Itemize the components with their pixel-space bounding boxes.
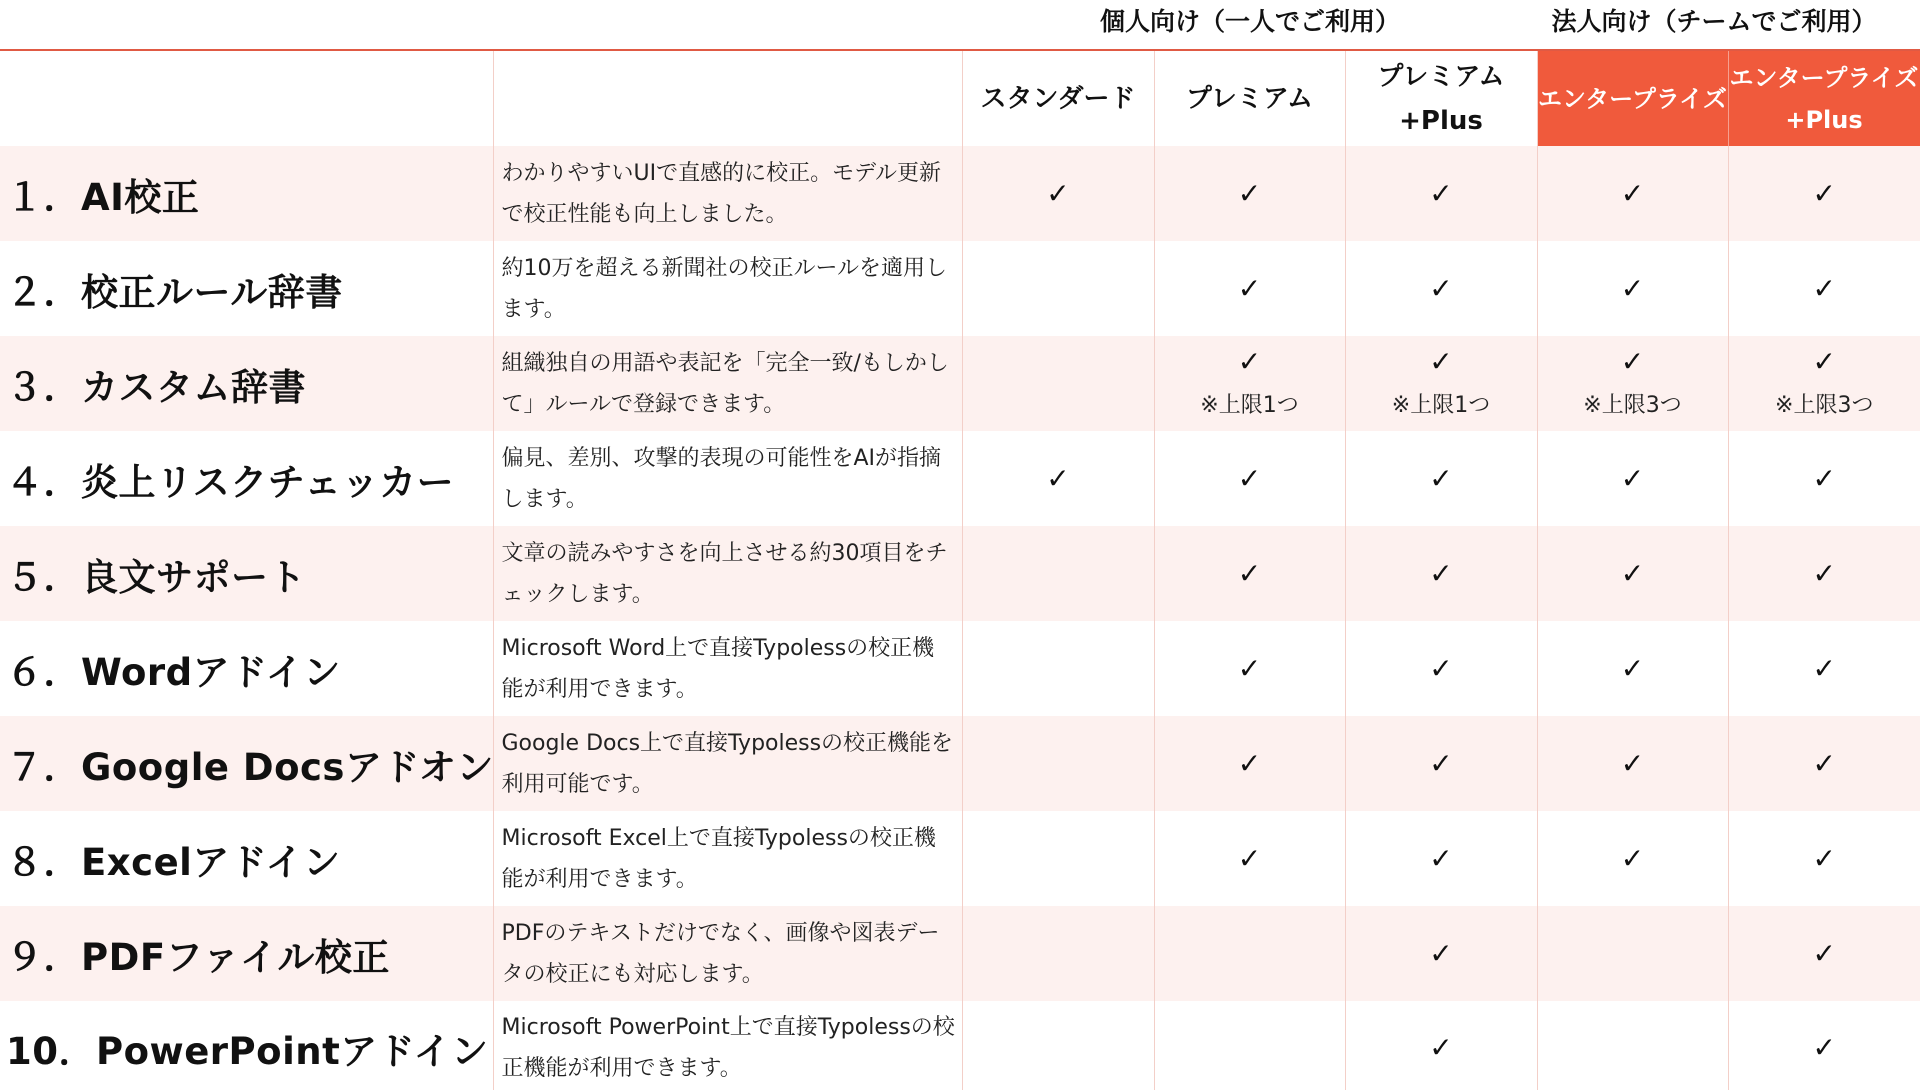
plan-suffix: +Plus xyxy=(1399,105,1483,136)
plan-availability-cell xyxy=(1537,431,1728,526)
check-icon: ✓ xyxy=(1429,344,1453,378)
plan-availability-cell xyxy=(962,621,1154,716)
feature-row xyxy=(0,716,1920,811)
plan-availability-cell xyxy=(1728,431,1920,526)
check-icon: ✓ xyxy=(1429,746,1453,780)
check-icon: ✓ xyxy=(1237,651,1262,685)
feature-name: ８．Excelアドイン xyxy=(0,811,493,906)
plan-availability-cell xyxy=(1728,1001,1920,1090)
plan-header-enterprise-plus xyxy=(1728,50,1920,146)
plan-availability-cell xyxy=(1345,526,1537,621)
plan-availability-cell xyxy=(1537,1001,1728,1090)
plan-header-enterprise xyxy=(1537,50,1728,146)
check-icon: ✓ xyxy=(1620,841,1645,875)
check-icon: ✓ xyxy=(1237,841,1262,875)
feature-row xyxy=(0,526,1920,621)
feature-row xyxy=(0,241,1920,336)
plan-availability-cell xyxy=(1728,146,1920,241)
plan-name: エンタープライズ xyxy=(1538,84,1727,113)
plan-header-row xyxy=(0,50,1920,146)
check-icon: ✓ xyxy=(1429,1031,1453,1064)
check-icon: ✓ xyxy=(1237,461,1262,495)
check-icon: ✓ xyxy=(1812,461,1836,495)
plan-availability-cell xyxy=(1345,906,1537,1001)
check-icon: ✓ xyxy=(1812,841,1836,875)
check-icon: ✓ xyxy=(1237,746,1262,780)
plan-availability-cell xyxy=(1728,241,1920,336)
feature-name: ５．良文サポート xyxy=(0,526,493,621)
plan-availability-cell xyxy=(1537,146,1728,241)
feature-name: ９．PDFファイル校正 xyxy=(0,906,493,1001)
plan-availability-cell xyxy=(1154,621,1345,716)
plan-availability-cell xyxy=(1345,621,1537,716)
plan-name: スタンダード xyxy=(980,83,1136,114)
limit-note: ※上限1つ xyxy=(1200,392,1299,418)
plan-availability-cell xyxy=(1345,811,1537,906)
feature-name: １．AI校正 xyxy=(0,146,493,241)
check-icon: ✓ xyxy=(1812,746,1836,780)
feature-name: ２．校正ルール辞書 xyxy=(0,241,493,336)
check-icon: ✓ xyxy=(1429,461,1453,495)
feature-name: ７．Google Docsアドオン xyxy=(0,716,493,811)
plan-availability-cell xyxy=(1154,146,1345,241)
plan-name: プレミアム xyxy=(1185,83,1314,114)
description-column-header xyxy=(493,50,962,146)
plan-availability-cell xyxy=(962,906,1154,1001)
check-icon: ✓ xyxy=(1812,176,1836,210)
check-icon: ✓ xyxy=(1620,271,1645,305)
check-icon: ✓ xyxy=(1429,176,1453,210)
plan-availability-cell xyxy=(1728,906,1920,1001)
plan-availability-cell xyxy=(1537,716,1728,811)
plan-availability-cell xyxy=(1345,146,1537,241)
feature-comparison-table xyxy=(0,49,1920,1090)
feature-description: 偏見、差別、攻撃的表現の可能性をAIが指摘します。 xyxy=(493,431,962,526)
check-icon: ✓ xyxy=(1620,344,1645,378)
plan-suffix: +Plus xyxy=(1785,105,1863,134)
plan-availability-cell xyxy=(962,146,1154,241)
feature-description: Microsoft PowerPoint上で直接Typolessの校正機能が利用できます。 xyxy=(493,1001,962,1090)
feature-row xyxy=(0,1001,1920,1090)
plan-availability-cell xyxy=(962,241,1154,336)
feature-description: 文章の読みやすさを向上させる約30項目をチェックします。 xyxy=(493,526,962,621)
feature-row xyxy=(0,431,1920,526)
feature-description: PDFのテキストだけでなく、画像や図表データの校正にも対応します。 xyxy=(493,906,962,1001)
check-icon: ✓ xyxy=(1429,556,1453,590)
plan-availability-cell xyxy=(962,811,1154,906)
feature-description: Microsoft Word上で直接Typolessの校正機能が利用できます。 xyxy=(493,621,962,716)
feature-description: わかりやすいUIで直感的に校正。モデル更新で校正性能も向上しました。 xyxy=(493,146,962,241)
feature-column-header xyxy=(0,50,493,146)
plan-availability-cell xyxy=(962,716,1154,811)
plan-availability-cell xyxy=(1537,906,1728,1001)
check-icon: ✓ xyxy=(1237,556,1262,590)
check-icon: ✓ xyxy=(1046,461,1070,495)
limit-note: ※上限1つ xyxy=(1391,392,1491,418)
plan-group-header-row xyxy=(0,0,1920,50)
check-icon: ✓ xyxy=(1620,556,1645,590)
plan-availability-cell xyxy=(1537,811,1728,906)
plan-availability-cell xyxy=(962,336,1154,431)
plan-availability-cell xyxy=(1154,716,1345,811)
plan-availability-cell xyxy=(1345,241,1537,336)
plan-availability-cell xyxy=(1345,1001,1537,1090)
check-icon: ✓ xyxy=(1812,556,1836,590)
check-icon: ✓ xyxy=(1429,936,1453,970)
plan-availability-cell xyxy=(1537,526,1728,621)
feature-description: Google Docs上で直接Typolessの校正機能を利用可能です。 xyxy=(493,716,962,811)
plan-name: エンタープライズ xyxy=(1729,63,1919,92)
plan-availability-cell xyxy=(1728,811,1920,906)
feature-name: ３．カスタム辞書 xyxy=(0,336,493,431)
plan-name: プレミアム xyxy=(1377,61,1505,92)
feature-row xyxy=(0,146,1920,241)
plan-availability-cell xyxy=(962,526,1154,621)
feature-row xyxy=(0,621,1920,716)
plan-availability-cell xyxy=(1154,336,1345,431)
plan-availability-cell xyxy=(1154,1001,1345,1090)
check-icon: ✓ xyxy=(1812,936,1836,970)
check-icon: ✓ xyxy=(1046,176,1070,210)
plan-availability-cell xyxy=(1345,431,1537,526)
plan-availability-cell xyxy=(962,1001,1154,1090)
check-icon: ✓ xyxy=(1429,651,1453,685)
plan-availability-cell xyxy=(1537,241,1728,336)
plan-availability-cell xyxy=(1537,336,1728,431)
plan-availability-cell xyxy=(1154,241,1345,336)
feature-name: ６．Wordアドイン xyxy=(0,621,493,716)
plan-header-premium xyxy=(1154,50,1345,146)
feature-name: 10．PowerPointアドイン xyxy=(0,1001,493,1090)
check-icon: ✓ xyxy=(1237,271,1262,305)
check-icon: ✓ xyxy=(1620,176,1645,210)
plan-availability-cell xyxy=(1154,526,1345,621)
feature-row xyxy=(0,336,1920,431)
plan-availability-cell xyxy=(1154,906,1345,1001)
plan-availability-cell xyxy=(1154,811,1345,906)
check-icon: ✓ xyxy=(1237,176,1262,210)
check-icon: ✓ xyxy=(1812,271,1836,305)
check-icon: ✓ xyxy=(1429,271,1453,305)
plan-header-standard xyxy=(962,50,1154,146)
check-icon: ✓ xyxy=(1620,746,1645,780)
check-icon: ✓ xyxy=(1620,651,1645,685)
feature-description: 約10万を超える新聞社の校正ルールを適用します。 xyxy=(493,241,962,336)
plan-header-premium-plus xyxy=(1345,50,1537,146)
corporate-plans-group-label: 法人向け（チームでご利用） xyxy=(1551,7,1877,36)
individual-plans-group-label: 個人向け（一人でご利用） xyxy=(1099,7,1400,36)
check-icon: ✓ xyxy=(1620,461,1645,495)
plan-availability-cell xyxy=(1728,716,1920,811)
check-icon: ✓ xyxy=(1812,344,1836,378)
limit-note: ※上限3つ xyxy=(1775,392,1874,418)
feature-description: Microsoft Excel上で直接Typolessの校正機能が利用できます。 xyxy=(493,811,962,906)
feature-rows xyxy=(0,146,1920,1090)
plan-availability-cell xyxy=(1728,526,1920,621)
plan-availability-cell xyxy=(1728,336,1920,431)
plan-availability-cell xyxy=(1345,336,1537,431)
feature-row xyxy=(0,811,1920,906)
check-icon: ✓ xyxy=(1237,344,1262,378)
plan-availability-cell xyxy=(1728,621,1920,716)
plan-availability-cell xyxy=(962,431,1154,526)
feature-name: ４．炎上リスクチェッカー xyxy=(0,431,493,526)
plan-availability-cell xyxy=(1154,431,1345,526)
plan-availability-cell xyxy=(1345,716,1537,811)
check-icon: ✓ xyxy=(1812,1031,1836,1064)
feature-row xyxy=(0,906,1920,1001)
check-icon: ✓ xyxy=(1429,841,1453,875)
check-icon: ✓ xyxy=(1812,651,1836,685)
limit-note: ※上限3つ xyxy=(1583,392,1682,418)
feature-description: 組織独自の用語や表記を「完全一致/もしかして」ルールで登録できます。 xyxy=(493,336,962,431)
plan-availability-cell xyxy=(1537,621,1728,716)
